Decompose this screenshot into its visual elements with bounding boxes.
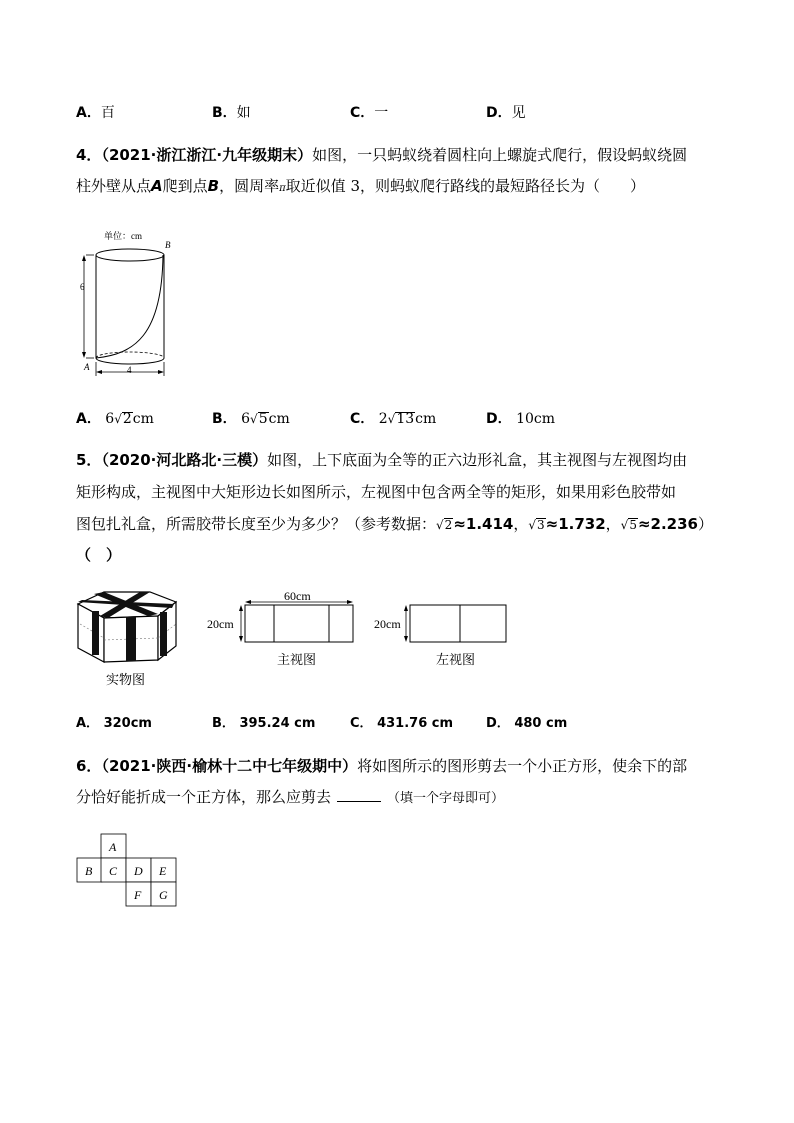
- option-coef: 6: [241, 411, 251, 427]
- ref-radicand: 3: [537, 518, 545, 532]
- option-label: D．: [486, 716, 510, 731]
- q3-option-c: [350, 102, 388, 122]
- option-label: A．: [76, 411, 101, 427]
- question-source: （2020·河北路北·三模）: [101, 451, 268, 469]
- option-unit: cm: [415, 411, 437, 427]
- q5-line4: [76, 540, 121, 571]
- option-label: C．: [350, 105, 375, 121]
- option-text: 百: [100, 105, 115, 121]
- q5-line3: 图包扎礼盒，所需胶带长度至少为多少？（参考数据：√2≈1.414，√3≈1.732，√5≈2.236）: [76, 515, 713, 533]
- main-view-width-label: 60cm: [284, 589, 311, 603]
- question-text: 如图，上下底面为全等的正六边形礼盒，其主视图与左视图均由: [267, 451, 688, 469]
- q6-line1: [76, 751, 687, 782]
- cylinder-figure: [74, 226, 184, 378]
- answer-blank[interactable]: [337, 787, 381, 802]
- q4-option-b: B． 6√5cm: [212, 411, 290, 427]
- q4-option-a: A． 6√2cm: [76, 411, 154, 427]
- question-text: 将如图所示的图形剪去一个小正方形，使余下的部: [357, 757, 688, 775]
- hexagon-box-figure: [74, 588, 182, 688]
- option-label: D．: [486, 105, 512, 121]
- q4-line2: [76, 171, 645, 204]
- cube-net-figure: [76, 833, 180, 909]
- q3-option-a: [76, 102, 115, 122]
- option-unit: cm: [268, 411, 290, 427]
- q3-option-b: [212, 102, 251, 122]
- option-radicand: 13: [396, 411, 415, 427]
- q4-option-c: C． 2√13cm: [350, 411, 437, 427]
- question-text: ，圆周率: [219, 177, 280, 195]
- cell-g-label: G: [159, 888, 168, 902]
- question-number: 5．: [76, 451, 102, 469]
- option-radicand: 2: [122, 411, 132, 427]
- left-view-caption: 左视图: [436, 652, 476, 667]
- option-text: 10cm: [516, 411, 556, 427]
- option-text: 480 cm: [514, 716, 568, 731]
- option-coef: 6: [105, 411, 115, 427]
- q3-option-d: [486, 102, 526, 122]
- option-text: 见: [511, 105, 526, 121]
- q5-line1: [76, 445, 687, 476]
- question-text: 图包扎礼盒，所需胶带长度至少为多少？（参考数据：: [76, 515, 437, 533]
- question-text: 矩形构成，主视图中大矩形边长如图所示，左视图中包含两全等的矩形，如果用彩色胶带如: [76, 483, 677, 501]
- q5-option-b: [212, 712, 315, 731]
- cylinder-label-b: B: [165, 240, 171, 250]
- ref-value: ≈1.414: [453, 515, 514, 533]
- main-view-height-label: 20cm: [207, 617, 234, 631]
- answer-paren: （ ）: [76, 546, 122, 564]
- option-label: B．: [212, 105, 237, 121]
- question-number: 4．: [76, 146, 102, 164]
- cell-b-label: B: [85, 864, 93, 878]
- question-source: （2021·陕西·榆林十二中七年级期中）: [101, 757, 358, 775]
- option-label: C．: [350, 411, 375, 427]
- pi-symbol: π: [279, 183, 286, 194]
- q4-line1: [76, 140, 687, 171]
- option-radicand: 5: [258, 411, 268, 427]
- cell-c-label: C: [109, 864, 118, 878]
- option-label: C．: [350, 716, 373, 731]
- question-text: 分恰好能折成一个正方体，那么应剪去: [76, 788, 332, 806]
- point-a-label: A: [151, 177, 163, 195]
- cell-e-label: E: [159, 864, 167, 878]
- ref-value: ≈1.732: [545, 515, 606, 533]
- option-label: A．: [76, 716, 100, 731]
- q4-option-d: [486, 408, 555, 428]
- option-unit: cm: [132, 411, 154, 427]
- option-text: 如: [236, 105, 251, 121]
- option-label: B．: [212, 411, 237, 427]
- q5-line2: [76, 477, 676, 508]
- option-label: D．: [486, 411, 512, 427]
- main-view-caption: 主视图: [277, 652, 317, 667]
- q5-option-c: [350, 712, 453, 731]
- question-text: （填一个字母即可）: [387, 791, 505, 806]
- cylinder-label-a: A: [84, 362, 90, 372]
- ref-value: ≈2.236: [637, 515, 698, 533]
- question-source: （2021·浙江浙江·九年级期末）: [101, 146, 313, 164]
- left-view-figure: [372, 598, 512, 670]
- diameter-label: 4: [127, 365, 132, 375]
- ref-radicand: 5: [629, 518, 637, 532]
- question-text: 如图，一只蚂蚁绕着圆柱向上螺旋式爬行，假设蚂蚁绕圆: [312, 146, 688, 164]
- question-text: 取近似值 3，则蚂蚁爬行路线的最短路径长为（ ）: [285, 177, 645, 195]
- point-b-label: B: [207, 177, 220, 195]
- question-text: ）: [697, 515, 713, 533]
- q5-option-d: [486, 712, 567, 731]
- option-coef: 2: [378, 411, 388, 427]
- left-view-height-label: 20cm: [374, 617, 401, 631]
- question-text: 爬到点: [162, 177, 208, 195]
- q5-option-a: [76, 712, 152, 731]
- main-view-figure: [205, 588, 355, 670]
- unit-label: 单位：cm: [104, 231, 142, 241]
- cell-d-label: D: [134, 864, 143, 878]
- question-number: 6．: [76, 757, 102, 775]
- option-text: 431.76 cm: [377, 716, 454, 731]
- cell-f-label: F: [134, 888, 142, 902]
- question-text: 柱外壁从点: [76, 177, 152, 195]
- height-label: 6: [80, 282, 85, 292]
- option-text: 一: [374, 105, 389, 121]
- option-text: 320cm: [103, 716, 152, 731]
- cell-a-label: A: [109, 840, 117, 854]
- real-object-caption: 实物图: [106, 672, 146, 687]
- option-label: A．: [76, 105, 101, 121]
- option-label: B．: [212, 716, 235, 731]
- q6-line2: [76, 782, 504, 814]
- ref-radicand: 2: [444, 518, 453, 532]
- option-text: 395.24 cm: [239, 716, 316, 731]
